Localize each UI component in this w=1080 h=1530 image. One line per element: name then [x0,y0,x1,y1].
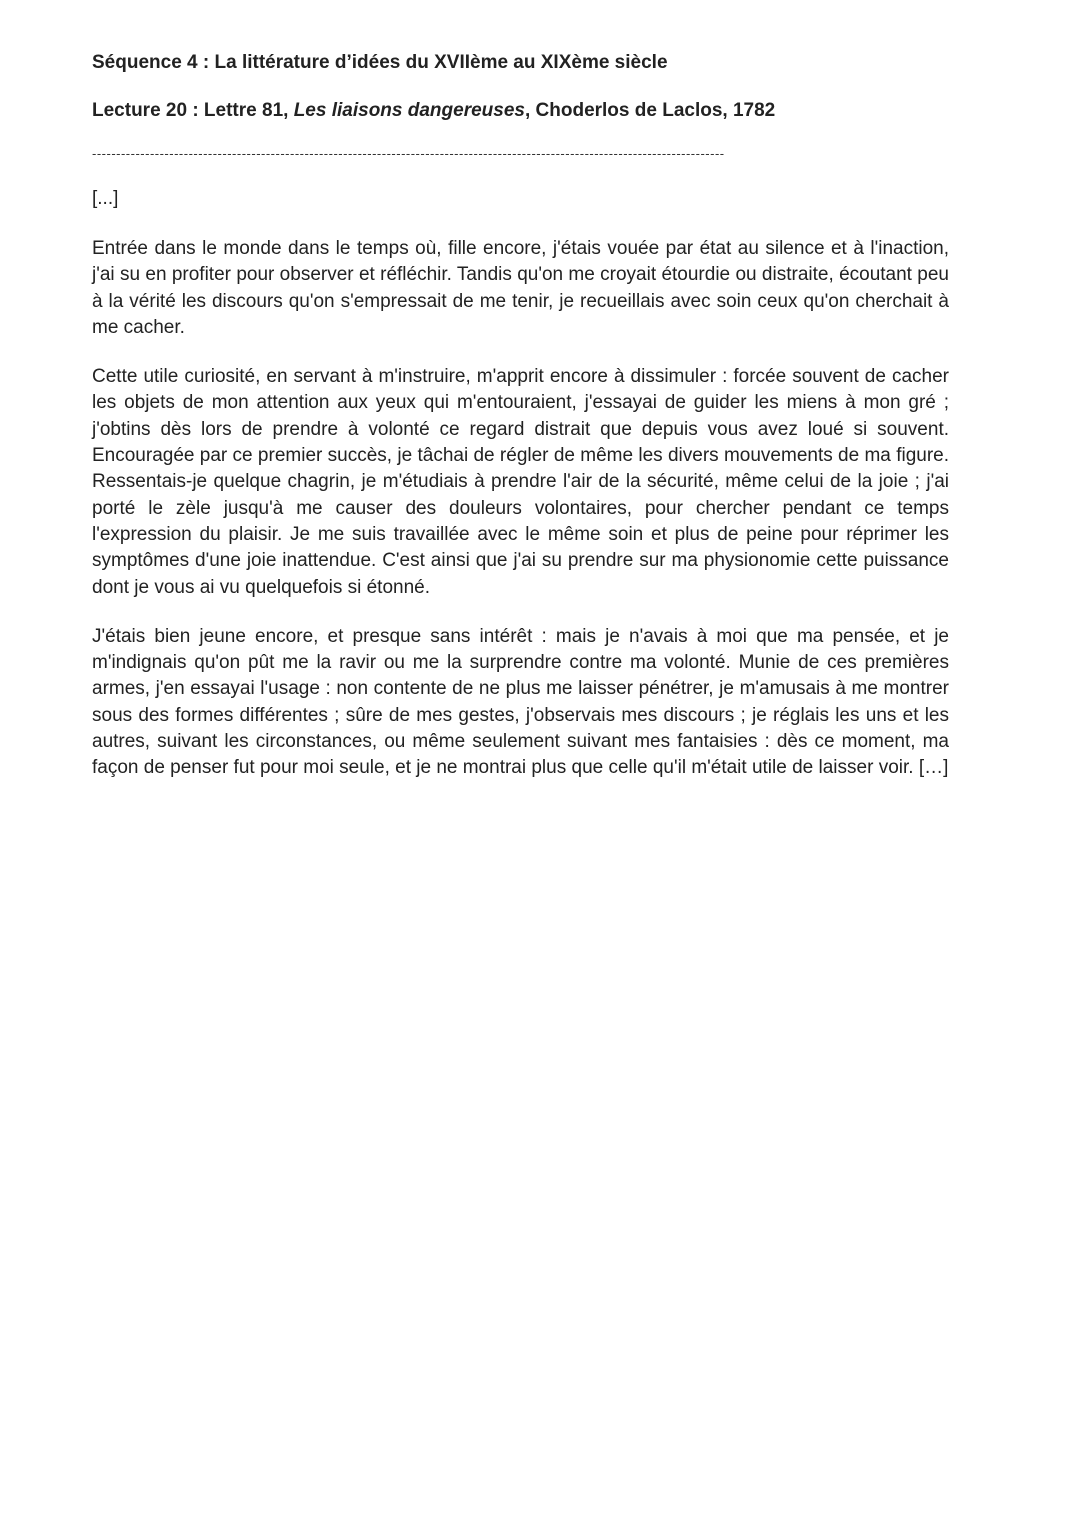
lecture-prefix: Lecture 20 : Lettre 81, [92,100,294,121]
dashed-separator: ----------------------------------------------------------------------------------------------------------------------------------- [92,146,725,161]
opening-ellipsis: [...] [92,188,119,209]
lecture-title [92,98,949,124]
lecture-work-title: Les liaisons dangereuses [293,100,525,121]
paragraph-2: Cette utile curiosité, en servant à m'instruire, m'apprit encore à dissimuler : forcée souvent de cacher les objets de mon attention aux yeux qui m'entouraient, j'essayai de guider les miens à mon gré ; j'obtins dès lors de prendre à volonté ce regard distrait que depuis vous avez loué si souvent. Encouragée par ce premier succès, je tâchai de régler de même les divers mouvements de ma figure. Ressentais-je quelque chagrin, je m'étudiais à prendre l'air de la sécurité, même celui de la joie ; j'ai porté le zèle jusqu'à me causer des douleurs volontaires, pour chercher pendant ce temps l'expression du plaisir. Je me suis travaillée avec le même soin et plus de peine pour réprimer les symptômes d'une joie inattendue. C'est ainsi que j'ai su prendre sur ma physionomie cette puissance dont je vous ai vu quelquefois si étonné. [92,366,949,598]
document-page [92,50,949,805]
paragraph-1: Entrée dans le monde dans le temps où, fille encore, j'étais vouée par état au silence et à l'inaction, j'ai su en profiter pour observer et réfléchir. Tandis qu'on me croyait étourdie ou distraite, écoutant peu à la vérité les discours qu'on s'empressait de me tenir, je recueillais avec soin ceux qu'on cherchait à me cacher. [92,238,949,338]
paragraph-3: J'étais bien jeune encore, et presque sans intérêt : mais je n'avais à moi que ma pensée, et je m'indignais qu'on pût me la ravir ou me la surprendre contre ma volonté. Munie de ces premières armes, j'en essayai l'usage : non contente de ne plus me laisser pénétrer, je m'amusais à me montrer sous des formes différentes ; sûre de mes gestes, j'observais mes discours ; je réglais les uns et les autres, suivant les circonstances, ou même seulement suivant mes fantaisies : dès ce moment, ma façon de penser fut pour moi seule, et je ne montrai plus que celle qu'il m'était utile de laisser voir. […] [92,625,949,779]
sequence-title: Séquence 4 : La littérature d’idées du XVIIème au XIXème siècle [92,52,668,73]
lecture-suffix: , Choderlos de Laclos, 1782 [524,100,776,121]
